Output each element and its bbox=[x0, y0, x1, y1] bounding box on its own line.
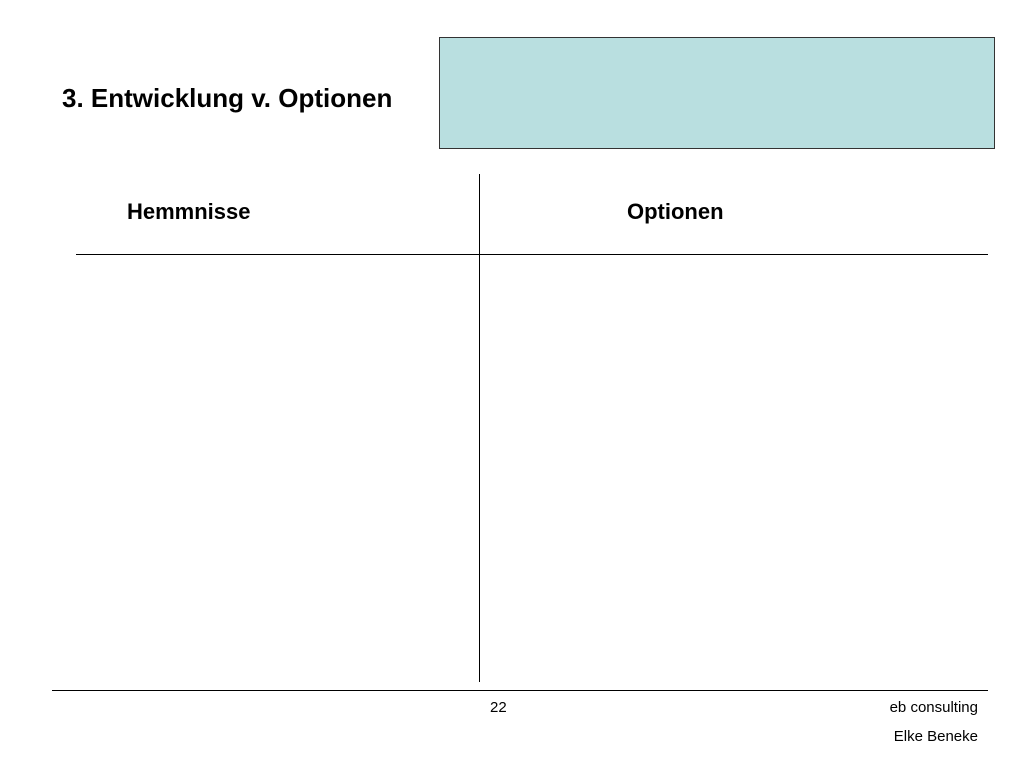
footer-company: eb consulting bbox=[889, 699, 978, 716]
column-divider bbox=[479, 174, 480, 682]
slide-title: 3. Entwicklung v. Optionen bbox=[62, 83, 393, 113]
footer-author: Elke Beneke bbox=[893, 728, 978, 745]
column-header-hemmnisse: Hemmnisse bbox=[127, 199, 251, 224]
column-header-optionen: Optionen bbox=[627, 199, 724, 224]
table-header-divider bbox=[76, 254, 988, 255]
title-highlight-box bbox=[439, 37, 995, 149]
page-number: 22 bbox=[490, 699, 507, 716]
footer-divider bbox=[52, 690, 988, 691]
